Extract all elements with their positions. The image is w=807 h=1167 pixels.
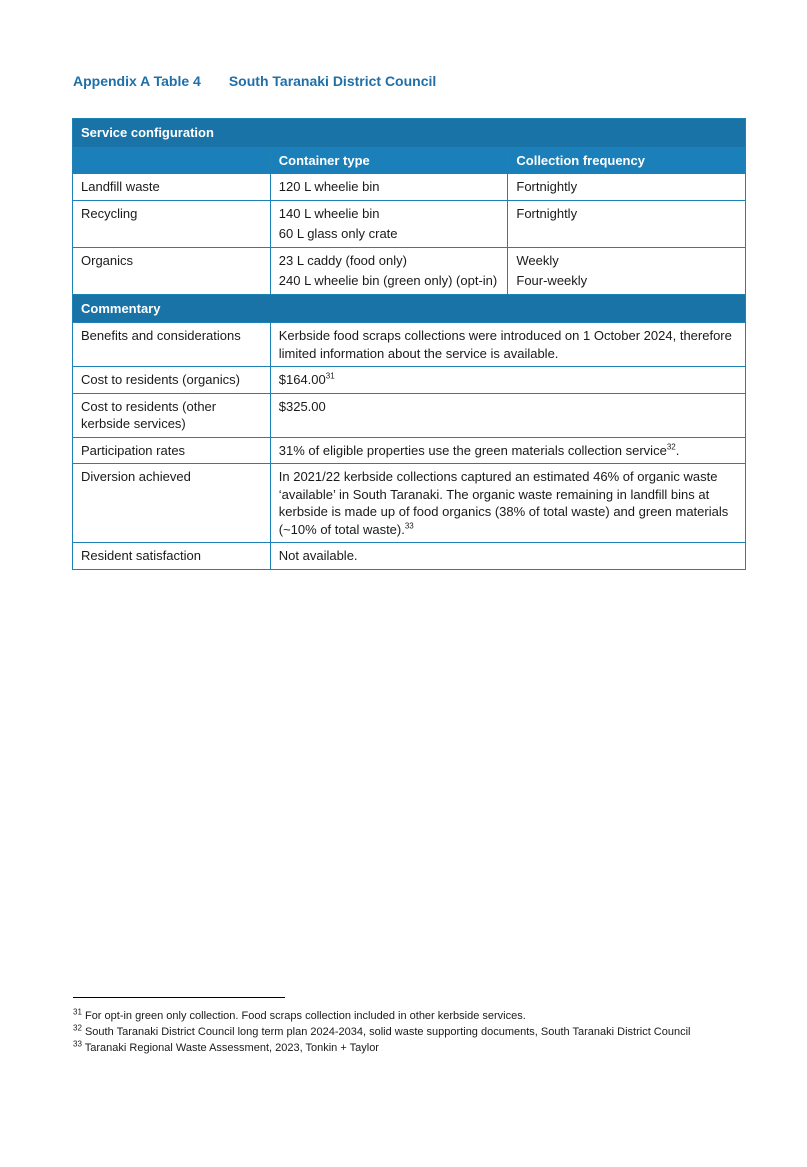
commentary-label: Cost to residents (organics) (73, 367, 271, 394)
collection-frequency: Four-weekly (516, 273, 588, 288)
table-row (73, 464, 746, 543)
table-row (73, 200, 746, 247)
section-title-commentary: Commentary (73, 294, 746, 323)
footnote-text: For opt-in green only collection. Food scraps collection included in other kerbside services. (84, 1010, 526, 1022)
container-type: 240 L wheelie bin (green only) (opt-in) (278, 273, 498, 288)
table-heading (73, 73, 436, 89)
footnote-number: 33 (73, 1039, 82, 1049)
footnote-text: South Taranaki District Council long term plan 2024-2034, solid waste supporting documents, South Taranaki District Council (84, 1026, 691, 1038)
footnote-text: Taranaki Regional Waste Assessment, 2023, Tonkin + Taylor (84, 1042, 379, 1054)
table-row (73, 437, 746, 464)
footnote-ref[interactable]: 31 (325, 371, 335, 381)
frequency-cell (508, 200, 746, 247)
table-row (73, 393, 746, 437)
footnote-separator (73, 997, 285, 998)
container-type: 140 L wheelie bin (278, 205, 380, 221)
commentary-text (270, 464, 745, 543)
commentary-text-body: $164.00 (278, 372, 326, 387)
column-header-container: Container type (270, 147, 508, 174)
column-header-service (73, 147, 271, 174)
frequency-cell (508, 247, 746, 294)
commentary-text-end: . (675, 442, 680, 458)
footnote (73, 1040, 733, 1056)
footnote-number: 32 (73, 1023, 82, 1033)
footnote (73, 1008, 733, 1024)
table-row (73, 174, 746, 201)
table-row (73, 323, 746, 367)
column-header-frequency: Collection frequency (508, 147, 746, 174)
collection-frequency: Weekly (516, 252, 559, 268)
container-type: 23 L caddy (food only) (278, 252, 407, 268)
container-type: 60 L glass only crate (278, 226, 398, 241)
service-name: Landfill waste (73, 174, 271, 201)
commentary-text (270, 543, 745, 570)
footnote-number: 31 (73, 1007, 82, 1017)
service-name: Recycling (73, 200, 271, 247)
council-title: South Taranaki District Council (228, 73, 437, 89)
container-type: 120 L wheelie bin (278, 179, 380, 194)
section-header-service (73, 119, 746, 148)
commentary-label: Diversion achieved (73, 464, 271, 543)
commentary-text (270, 437, 745, 464)
commentary-label: Benefits and considerations (73, 323, 271, 367)
service-table (72, 118, 746, 570)
commentary-text-body: In 2021/22 kerbside collections captured an estimated 46% of organic waste ‘available’ in South Taranaki. The organic waste remaining in landfill bins at kerbside is made up of food organics (38% of total waste) and green materials (~10% of total waste). (278, 469, 729, 537)
footnote-ref[interactable]: 33 (404, 521, 414, 531)
appendix-label: Appendix A Table 4 (73, 73, 201, 89)
container-cell (270, 174, 508, 201)
commentary-label: Participation rates (73, 437, 271, 464)
container-cell (270, 247, 508, 294)
footnote (73, 1024, 733, 1040)
column-header-row (73, 147, 746, 174)
commentary-text-body: Kerbside food scraps collections were introduced on 1 October 2024, therefore limited information about the service is available. (278, 328, 732, 361)
section-title-service: Service configuration (73, 119, 746, 148)
service-name: Organics (73, 247, 271, 294)
container-cell (270, 200, 508, 247)
commentary-label: Resident satisfaction (73, 543, 271, 570)
commentary-text (270, 393, 745, 437)
table-row (73, 247, 746, 294)
collection-frequency: Fortnightly (516, 205, 578, 221)
frequency-cell (508, 174, 746, 201)
commentary-text (270, 367, 745, 394)
commentary-text-body: Not available. (278, 548, 358, 563)
section-header-commentary (73, 294, 746, 323)
table-row (73, 543, 746, 570)
footnotes (73, 1008, 733, 1056)
commentary-text-body: $325.00 (278, 398, 326, 414)
table-row (73, 367, 746, 394)
collection-frequency: Fortnightly (516, 179, 578, 194)
footnote-ref[interactable]: 32 (666, 442, 676, 452)
commentary-text (270, 323, 745, 367)
commentary-label: Cost to residents (other kerbside services) (73, 393, 271, 437)
commentary-text-body: 31% of eligible properties use the green materials collection service (278, 442, 667, 458)
